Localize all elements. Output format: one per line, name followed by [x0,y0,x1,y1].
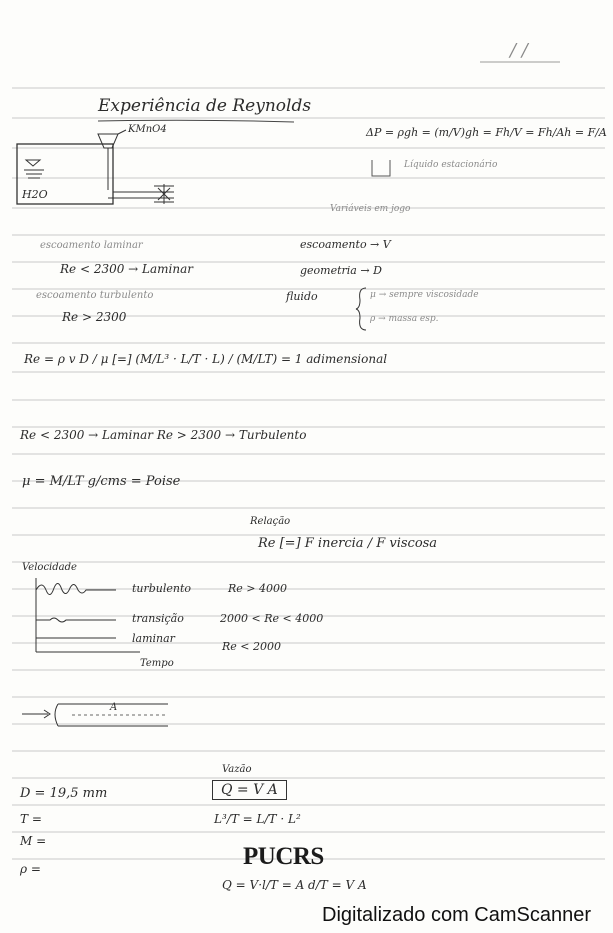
fluid-brace [354,286,368,332]
page-title: Experiência de Reynolds [98,96,312,116]
measurement-temperature: T = [20,812,42,826]
pipe-sketch [18,700,178,732]
graph-x-label: Tempo [140,658,174,669]
viscosity-units: μ = M/LT g/cms = Poise [22,474,181,489]
regime-transicao: transição [132,612,184,625]
factor-fluid: fluido [286,290,318,303]
velocity-graph [20,576,140,656]
flow-label: Vazão [222,764,252,775]
camscanner-watermark: Digitalizado com CamScanner [322,904,592,926]
measurement-rho: ρ = [20,862,41,876]
relation-formula: Re [=] F inercia / F viscosa [258,536,438,551]
turbulent-heading: escoamento turbulento [36,290,154,301]
regime-laminar: laminar [132,632,175,645]
factor-geometry: geometria → D [300,264,382,277]
laminar-heading: escoamento laminar [40,240,143,251]
pucrs-logo: PUCRS [243,843,324,870]
graph-y-label: Velocidade [22,562,77,573]
factor-velocity: escoamento → V [300,238,391,251]
relation-label: Relação [250,516,291,527]
liquid-label: H2O [22,188,48,201]
regime-turbulento: turbulento [132,582,192,595]
reynolds-summary: Re < 2300 → Laminar Re > 2300 → Turbulento [20,428,307,442]
regime-laminar-range: Re < 2000 [222,640,281,653]
reynolds-equation: Re = ρ v D / μ [=] (M/L³ · L/T · L) / (M/LT) = 1 adimensional [24,352,388,366]
mu-note: μ → sempre viscosidade [370,290,479,300]
page-number-marker: / / [510,40,528,61]
variables-note: Variáveis em jogo [330,204,411,214]
rho-note: ρ → massa esp. [370,314,439,324]
regime-turbulento-range: Re > 4000 [228,582,287,595]
title-underline [96,118,296,124]
flow-dimensions: L³/T = L/T · L² [214,812,301,826]
liquid-stationary-note: Líquido estacionário [404,160,498,170]
reagent-label: KMnO4 [128,124,167,135]
laminar-rule: Re < 2300 → Laminar [60,262,194,276]
measurement-diameter: D = 19,5 mm [20,786,108,801]
regime-transicao-range: 2000 < Re < 4000 [220,612,324,625]
pipe-area-label: A [110,702,118,713]
pressure-formula: ΔP = ρgh = (m/V)gh = Fh/V = Fh/Ah = F/A [366,126,607,139]
flow-formula: Q = V A [212,780,287,800]
flow-derivation: Q = V·l/T = A d/T = V A [222,878,367,892]
measurement-mu: M = [20,834,47,848]
turbulent-rule: Re > 2300 [62,310,127,324]
